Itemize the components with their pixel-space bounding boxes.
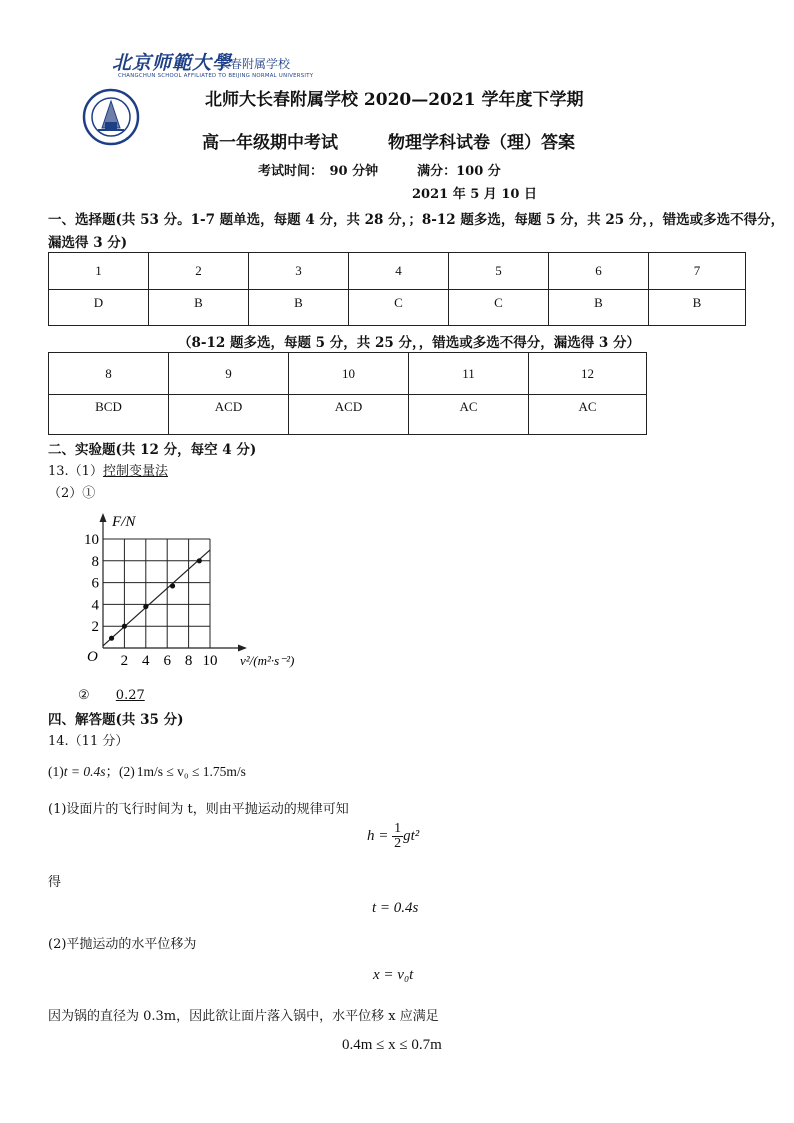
- table-cell: 4: [349, 253, 449, 290]
- chart-data-point: [170, 583, 175, 588]
- chart-xlabel: v²/(m²·s⁻²): [240, 653, 295, 668]
- paper-name: 物理学科试卷（理）答案: [388, 133, 575, 153]
- eq1-numerator: 1: [394, 821, 402, 836]
- table-cell: B: [649, 290, 746, 326]
- eq1-right: gt²: [403, 827, 420, 844]
- table-cell: C: [349, 290, 449, 326]
- chart-data-point: [143, 604, 148, 609]
- chart-x-tick-label: 8: [184, 653, 193, 669]
- q13-part2b-answer: 0.27: [115, 688, 145, 703]
- q13-part2b-label: ②: [78, 688, 90, 703]
- q14-answer-c: ；(2): [105, 764, 135, 779]
- table-cell: B: [249, 290, 349, 326]
- answer-table-single: [48, 252, 746, 326]
- chart-y-tick-label: 10: [84, 532, 99, 548]
- table-cell: ACD: [169, 395, 289, 435]
- table-cell: 11: [409, 353, 529, 395]
- q14-answer-b: t = 0.4s: [63, 764, 106, 779]
- chart-origin-label: O: [87, 649, 98, 665]
- table-cell: B: [549, 290, 649, 326]
- chart-y-tick-label: 6: [91, 575, 99, 592]
- q13-part1: [48, 460, 168, 479]
- q13-part2b: [78, 688, 167, 703]
- chart-fit-segment: [103, 550, 210, 646]
- force-velocity-chart: [70, 505, 330, 675]
- page-title: 北师大长春附属学校 2020—2021 学年度下学期: [205, 90, 584, 110]
- table-cell: BCD: [49, 395, 169, 435]
- chart-data-point: [197, 558, 202, 563]
- table-row: [49, 353, 647, 395]
- de-label: 得: [48, 875, 62, 890]
- table-row: [49, 290, 746, 326]
- table-2-caption: （8-12 题多选，每题 5 分，共 25 分，，错选或多选不得分，漏选得 3 分）: [178, 335, 641, 351]
- table-cell: 12: [529, 353, 647, 395]
- table-row: [49, 395, 647, 435]
- chart-data-point: [109, 636, 114, 641]
- school-seal-icon: [82, 88, 140, 146]
- table-cell: C: [449, 290, 549, 326]
- school-logo: [82, 88, 140, 146]
- solution-paragraph-1: (1)设面片的飞行时间为 t，则由平抛运动的规律可知: [48, 802, 349, 817]
- chart-x-tick-label: 2: [120, 653, 129, 669]
- chart-x-tick-label: 10: [202, 653, 218, 669]
- q13-part2-label: （2）①: [48, 486, 96, 501]
- section-1-heading: 一、选择题(共 53 分。1-7 题单选，每题 4 分，共 28 分，；8-12 题多选，每题 5 分，共 25 分，，错选或多选不得分，: [48, 212, 785, 228]
- chart-y-axis-arrow: [100, 513, 107, 522]
- table-cell: 7: [649, 253, 746, 290]
- answer-table-multi: [48, 352, 647, 435]
- equation-t: t = 0.4s: [372, 900, 419, 916]
- equation-range: 0.4m ≤ x ≤ 0.7m: [342, 1037, 442, 1053]
- table-cell: AC: [529, 395, 647, 435]
- section-2-heading: 二、实验题(共 12 分，每空 4 分): [48, 442, 257, 458]
- chart-data-point: [122, 624, 127, 629]
- table-cell: 1: [49, 253, 149, 290]
- q14-header: 14.（11 分）: [48, 734, 129, 749]
- q13-prefix: 13.（1）: [48, 464, 103, 479]
- chart-ylabel: F/N: [112, 514, 136, 530]
- q13-answer: 控制变量法: [102, 464, 168, 479]
- table-row: [49, 253, 746, 290]
- logo-sub-name-cn: 长春附属学校: [218, 57, 291, 71]
- table-cell: 5: [449, 253, 549, 290]
- eq1-fraction: [392, 822, 403, 851]
- equation-x: x = v₀t: [373, 967, 414, 983]
- equation-h: [367, 822, 419, 851]
- solution-paragraph-2: (2)平抛运动的水平位移为: [48, 937, 197, 952]
- table-cell: AC: [409, 395, 529, 435]
- exam-name: 高一年级期中考试: [202, 133, 338, 153]
- table-cell: 6: [549, 253, 649, 290]
- logo-name-en: CHANGCHUN SCHOOL AFFILIATED TO BEIJING NORMAL UNIVERSITY: [118, 73, 314, 79]
- section-4-heading: 四、解答题(共 35 分): [48, 712, 184, 728]
- chart-x-axis-arrow: [238, 645, 247, 652]
- q14-answer-a: (1): [48, 764, 64, 779]
- q14-answer-d: 1m/s ≤ v₀ ≤ 1.75m/s: [136, 764, 246, 779]
- solution-paragraph-3: 因为锅的直径为 0.3m，因此欲让面片落入锅中，水平位移 x 应满足: [48, 1009, 439, 1024]
- chart-y-tick-label: 8: [91, 553, 99, 570]
- chart-y-tick-label: 2: [91, 619, 99, 636]
- table-cell: 9: [169, 353, 289, 395]
- table-cell: 2: [149, 253, 249, 290]
- q14-answers: [48, 760, 246, 780]
- table-cell: 3: [249, 253, 349, 290]
- exam-time-info: 考试时间： 90 分钟 满分：100 分: [258, 164, 501, 179]
- table-cell: 8: [49, 353, 169, 395]
- section-1-heading-cont: 漏选得 3 分): [48, 235, 128, 251]
- exam-date: 2021 年 5 月 10 日: [412, 187, 537, 202]
- chart-y-tick-label: 4: [91, 597, 99, 614]
- table-cell: ACD: [289, 395, 409, 435]
- eq1-denominator: 2: [394, 836, 402, 851]
- logo-name-cn: 北京师範大學: [112, 52, 233, 74]
- table-cell: D: [49, 290, 149, 326]
- table-cell: B: [149, 290, 249, 326]
- chart-x-tick-label: 4: [142, 653, 150, 669]
- chart-x-tick-label: 6: [163, 653, 171, 669]
- eq1-left: h =: [367, 827, 393, 844]
- table-cell: 10: [289, 353, 409, 395]
- chart-fit-line: [103, 550, 210, 646]
